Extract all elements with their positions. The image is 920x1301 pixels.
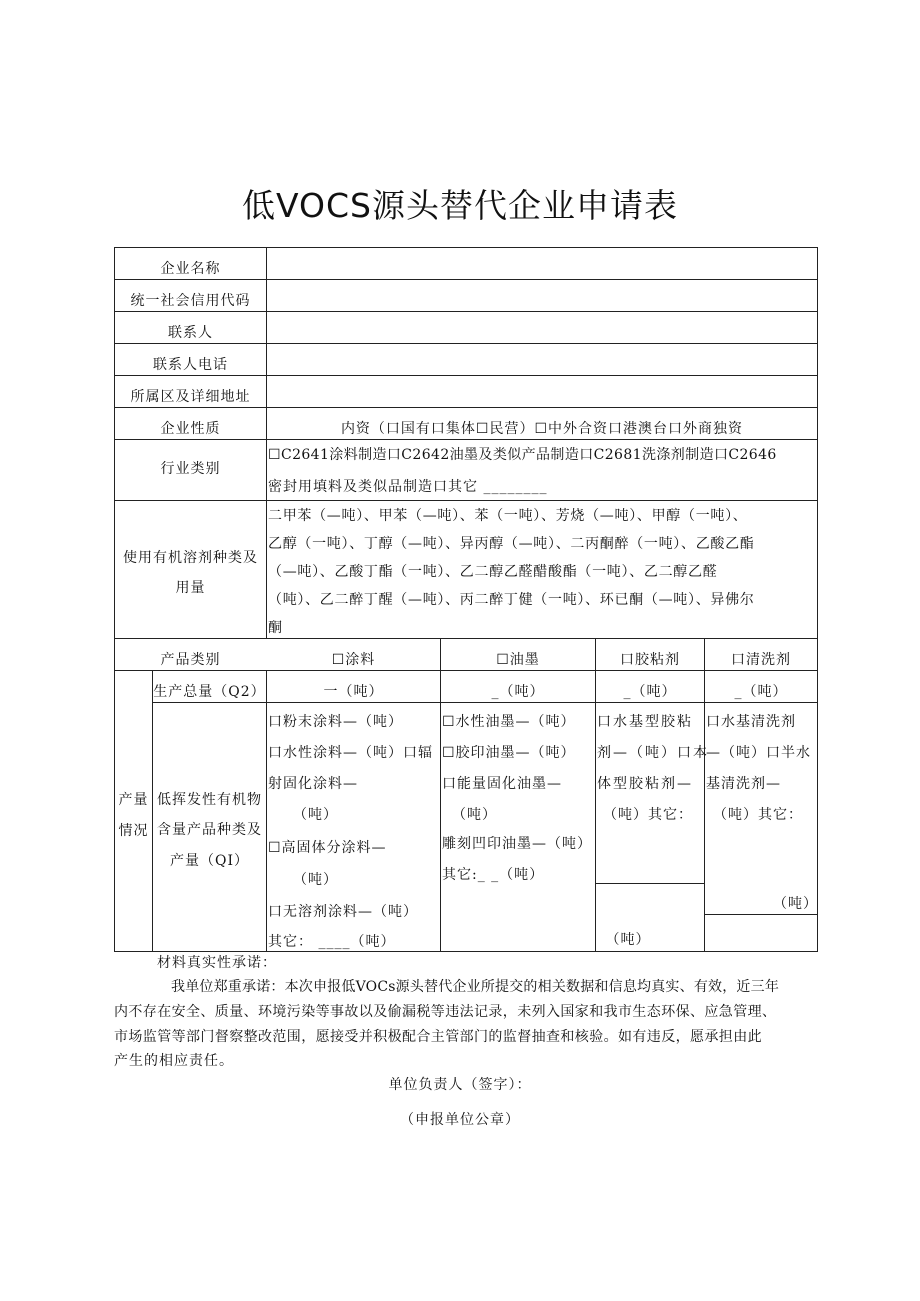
label-output-2: 情况 bbox=[118, 823, 149, 839]
industry-options-line1[interactable]: ☐C2641涂料制造口C2642油墨及类似产品制造口C2681洗涤剂制造口C2646 bbox=[268, 447, 777, 463]
label-q1-3: 产量（QI） bbox=[169, 853, 249, 869]
q2-adhesive[interactable]: _（吨） bbox=[623, 684, 677, 700]
cleaner-option-3[interactable]: 基清洗剂— bbox=[706, 776, 781, 792]
ink-option-3[interactable]: 口能量固化油墨— bbox=[442, 776, 562, 792]
solvent-line-5[interactable]: 酮 bbox=[268, 620, 283, 636]
row-divider bbox=[115, 638, 817, 639]
label-address: 所属区及详细地址 bbox=[130, 389, 251, 405]
coating-other[interactable]: 其它： ____（吨） bbox=[268, 934, 396, 950]
q2-cleaner[interactable]: _（吨） bbox=[734, 684, 788, 700]
q2-ink[interactable]: _（吨） bbox=[491, 684, 545, 700]
adhesive-option-1[interactable]: 口水基型胶粘 bbox=[597, 714, 693, 730]
row-divider bbox=[115, 439, 817, 440]
coating-option-5[interactable]: ☐高固体分涂料— bbox=[268, 840, 387, 856]
application-form bbox=[114, 247, 818, 952]
solvent-line-4[interactable]: （吨）、乙二醉丁醒（—吨）、丙二醉丁健（一吨）、环已酮（—吨）、异佛尔 bbox=[268, 592, 755, 608]
col-divider bbox=[152, 670, 153, 951]
cleaner-option-1[interactable]: 口水基清洗剂 bbox=[706, 714, 796, 730]
adhesive-option-2[interactable]: 剂—（吨）口本 bbox=[597, 745, 709, 761]
cleaner-other-unit[interactable]: （吨） bbox=[773, 896, 818, 912]
coating-option-6[interactable]: （吨） bbox=[293, 872, 338, 888]
adhesive-option-3[interactable]: 体型胶粘剂— bbox=[597, 776, 693, 792]
category-adhesive-checkbox[interactable]: 口胶粘剂 bbox=[620, 652, 680, 668]
ink-option-4[interactable]: （吨） bbox=[452, 807, 497, 823]
nature-options[interactable]: 内资（口国有口集体☐民营）☐中外合资口港澳台口外商独资 bbox=[340, 421, 744, 437]
industry-options-line2[interactable]: 密封用填料及类似品制造口其它 ________ bbox=[268, 479, 548, 495]
label-product-category: 产品类别 bbox=[160, 652, 221, 668]
row-divider bbox=[115, 500, 817, 501]
address-field[interactable] bbox=[267, 376, 817, 407]
signature-label: 单位负责人（签字）： bbox=[388, 1077, 532, 1093]
contact-field[interactable] bbox=[267, 312, 817, 343]
commitment-line-3: 市场监管等部门督察整改范围，愿接受并积极配合主管部门的监督抽查和核验。如有违反，愿承担由此 bbox=[114, 1029, 762, 1045]
solvent-line-2[interactable]: 乙醇（一吨）、丁醇（—吨）、异丙醇（—吨）、二丙酮醉（一吨）、乙酸乙酯 bbox=[268, 536, 755, 552]
category-coating-checkbox[interactable]: ☐涂料 bbox=[331, 652, 376, 668]
coating-option-3[interactable]: 射固化涂料— bbox=[268, 776, 358, 792]
ink-option-2[interactable]: ☐胶印油墨—（吨） bbox=[442, 745, 576, 761]
label-q1-1: 低挥发性有机物 bbox=[157, 792, 262, 808]
coating-option-4[interactable]: （吨） bbox=[293, 807, 338, 823]
adhesive-other-unit[interactable]: （吨） bbox=[605, 932, 651, 948]
label-contact-phone: 联系人电话 bbox=[153, 357, 228, 373]
q2-coating[interactable]: 一（吨） bbox=[323, 684, 384, 700]
row-divider bbox=[115, 670, 817, 671]
coating-option-7[interactable]: 口无溶剂涂料—（吨） bbox=[268, 904, 418, 920]
category-cleaner-checkbox[interactable]: 口清洗剂 bbox=[731, 652, 791, 668]
label-industry: 行业类别 bbox=[160, 461, 221, 477]
coating-option-2[interactable]: 口水性涂料—（吨）口辐 bbox=[268, 745, 433, 761]
col-divider bbox=[266, 670, 267, 951]
label-contact: 联系人 bbox=[168, 325, 213, 341]
cleaner-other[interactable]: （吨）其它： bbox=[713, 807, 803, 823]
commitment-line-1: 我单位郑重承诺：本次申报低VOCs源头替代企业所提交的相关数据和信息均真实、有效，近三年 bbox=[171, 979, 780, 995]
contact-phone-field[interactable] bbox=[267, 344, 817, 375]
label-credit-code: 统一社会信用代码 bbox=[130, 293, 251, 309]
page-title: 低VOCS源头替代企业申请表 bbox=[242, 186, 678, 225]
solvent-line-3[interactable]: （—吨）、乙酸丁酯（一吨）、乙二醇乙醛醋酸酯（一吨）、乙二醇乙醛 bbox=[268, 564, 718, 580]
cell-divider bbox=[704, 914, 817, 915]
label-q1-2: 含量产品种类及 bbox=[157, 822, 262, 838]
row-divider bbox=[115, 407, 817, 408]
company-name-field[interactable] bbox=[267, 248, 817, 279]
ink-option-1[interactable]: ☐水性油墨—（吨） bbox=[442, 714, 576, 730]
seal-label: （申报单位公章） bbox=[400, 1112, 520, 1128]
label-q2: 生产总量（Q2） bbox=[153, 684, 266, 700]
row-divider bbox=[152, 702, 817, 703]
label-output-1: 产量 bbox=[118, 792, 149, 808]
cleaner-option-2[interactable]: —（吨）口半水 bbox=[706, 745, 811, 761]
commitment-heading: 材料真实性承诺： bbox=[157, 955, 277, 971]
label-solvent-1: 使用有机溶剂种类及 bbox=[123, 550, 258, 566]
coating-option-1[interactable]: 口粉末涂料—（吨） bbox=[268, 714, 403, 730]
adhesive-other[interactable]: （吨）其它： bbox=[603, 807, 693, 823]
category-ink-checkbox[interactable]: ☐油墨 bbox=[496, 652, 540, 668]
ink-option-5[interactable]: 雕刻凹印油墨—（吨） bbox=[442, 836, 592, 852]
commitment-line-4: 产生的相应责任。 bbox=[114, 1053, 234, 1069]
label-solvent-2: 用量 bbox=[175, 580, 206, 596]
ink-other[interactable]: 其它:_ _（吨） bbox=[442, 867, 545, 883]
label-company-name: 企业名称 bbox=[160, 261, 221, 277]
credit-code-field[interactable] bbox=[267, 280, 817, 311]
commitment-line-2: 内不存在安全、质量、环境污染等事故以及偷漏税等违法记录，未列入国家和我市生态环保、应急管理、 bbox=[114, 1004, 777, 1020]
cell-divider bbox=[595, 883, 704, 884]
label-nature: 企业性质 bbox=[160, 421, 221, 437]
solvent-line-1[interactable]: 二甲苯（—吨）、甲苯（—吨）、苯（一吨）、芳烧（—吨）、甲醇（一吨）、 bbox=[268, 508, 748, 524]
